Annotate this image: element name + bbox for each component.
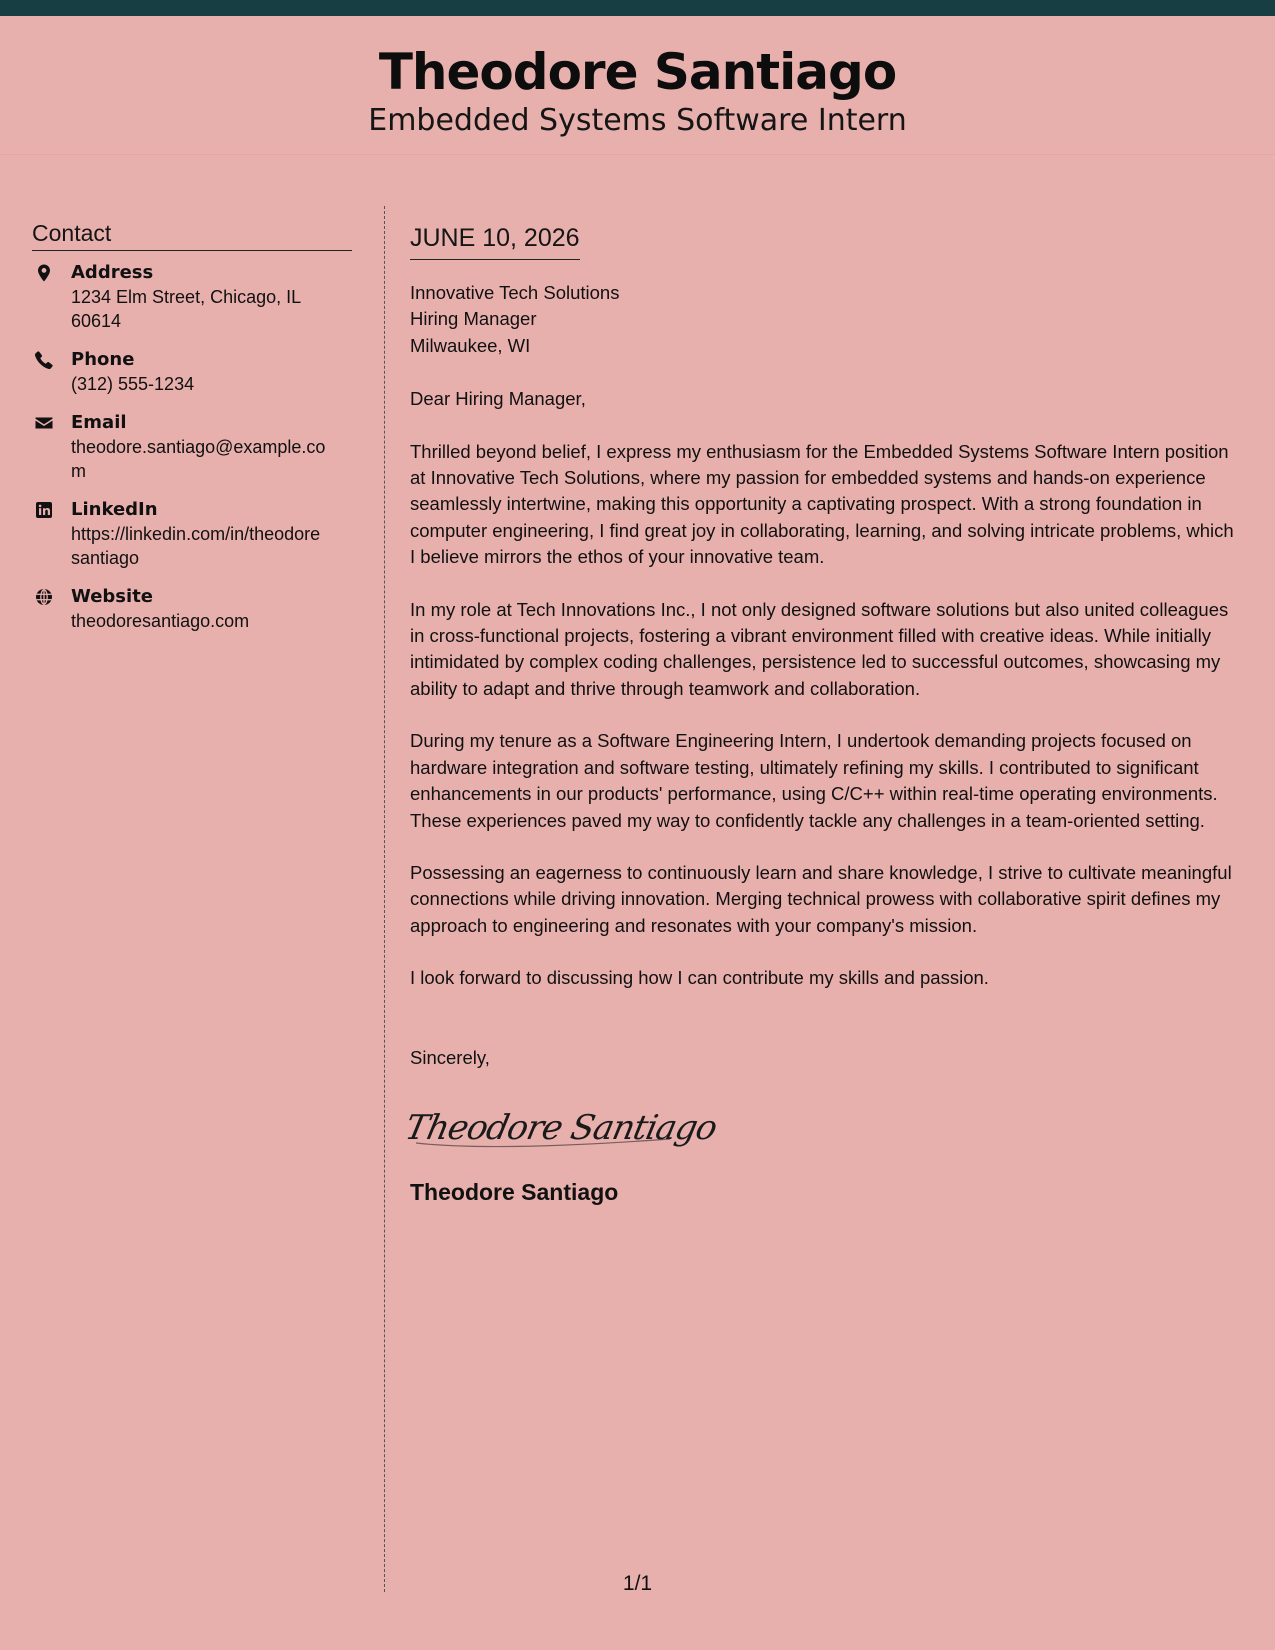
paragraph-5 [410,965,1250,991]
text-line: seamlessly intertwine, making this opportunity a captivating prospect. With a strong foundation in [410,493,1202,515]
text-line: enhancements in our products' performance, using C/C++ within real-time operating environments. [410,783,1218,805]
contact-value: 60614 [71,311,122,331]
page-number: 1/1 [622,1572,653,1595]
paragraph-4 [410,860,1250,939]
paragraph-3 [410,728,1250,834]
contact-value: m [71,461,86,481]
contact-heading: Contact [32,218,352,251]
globe-icon [34,587,54,607]
contact-label: Website [71,586,154,607]
recipient-role: Hiring Manager [410,308,537,330]
text-line: hardware integration and software testing, ultimately refining my skills. I contributed to significant [410,756,1199,778]
text-line: in cross-functional projects, fostering a vibrant environment filled with creative ideas. While initially [410,625,1211,647]
contact-label: LinkedIn [71,499,158,520]
paragraph-1 [410,439,1250,571]
text-line: In my role at Tech Innovations Inc., I not only designed software solutions but also united colleagues [410,598,1229,620]
text-line: intimidated by complex coding challenges, persistence led to successful outcomes, showcasing my [410,651,1221,673]
text-line: I look forward to discussing how I can contribute my skills and passion. [410,967,989,989]
text-line: computer engineering, I find great joy in collaborating, learning, and solving intricate problems, which [410,519,1234,541]
contact-sidebar [32,218,352,648]
contact-value: 1234 Elm Street, Chicago, IL [71,287,302,307]
text-line: ability to adapt and thrive through teamwork and collaboration. [410,677,921,699]
text-line: I believe mirrors the ethos of your innovative team. [410,546,825,568]
salutation: Dear Hiring Manager, [410,388,586,410]
text-line: connections while driving innovation. Merging technical prowess with collaborative spirit defines my [410,888,1221,910]
top-accent-bar [0,0,1275,16]
signature [401,1099,721,1155]
text-line: approach to engineering and resonates with your company's mission. [410,914,978,936]
applicant-name: Theodore Santiago [378,43,897,101]
closing: Sincerely, [410,1046,490,1068]
location-pin-icon [34,263,54,283]
svg-text:Theodore Santiago: Theodore Santiago [401,1108,721,1148]
phone-icon [34,350,54,370]
contact-list [32,261,352,633]
contact-item-email [32,411,352,483]
contact-value: theodoresantiago.com [71,611,250,631]
contact-item-address [32,261,352,333]
text-line: Possessing an eagerness to continuously learn and share knowledge, I strive to cultivate meaningful [410,861,1232,883]
contact-label: Address [71,262,154,283]
letter-date: JUNE 10, 2026 [410,218,580,260]
text-line: at Innovative Tech Solutions, where my passion for embedded systems and hands-on experience [410,467,1206,489]
contact-item-phone [32,348,352,396]
signer-name: Theodore Santiago [410,1178,619,1205]
contact-value: theodore.santiago@example.co [71,437,326,457]
contact-item-website [32,585,352,633]
paragraph-2 [410,597,1250,703]
recipient-company: Innovative Tech Solutions [410,282,620,303]
text-line: Thrilled beyond belief, I express my enthusiasm for the Embedded Systems Software Intern position [410,440,1229,462]
contact-value: https://linkedin.com/in/theodore [71,524,321,544]
text-line: These experiences paved my way to confidently tackle any challenges in a team-oriented setting. [410,809,1205,831]
envelope-icon [34,413,54,433]
contact-label: Phone [71,349,135,370]
contact-label: Email [71,412,127,433]
text-line: During my tenure as a Software Engineering Intern, I undertook demanding projects focused on [410,730,1192,752]
recipient-block [410,280,1250,359]
recipient-location: Milwaukee, WI [410,334,531,356]
linkedin-icon [34,500,54,520]
contact-value: santiago [71,548,140,568]
contact-value: (312) 555-1234 [71,374,195,394]
contact-item-linkedin [32,498,352,570]
header [0,16,1275,155]
column-divider [384,206,385,1592]
letter-body [401,218,1250,1207]
job-title: Embedded Systems Software Intern [368,103,907,138]
